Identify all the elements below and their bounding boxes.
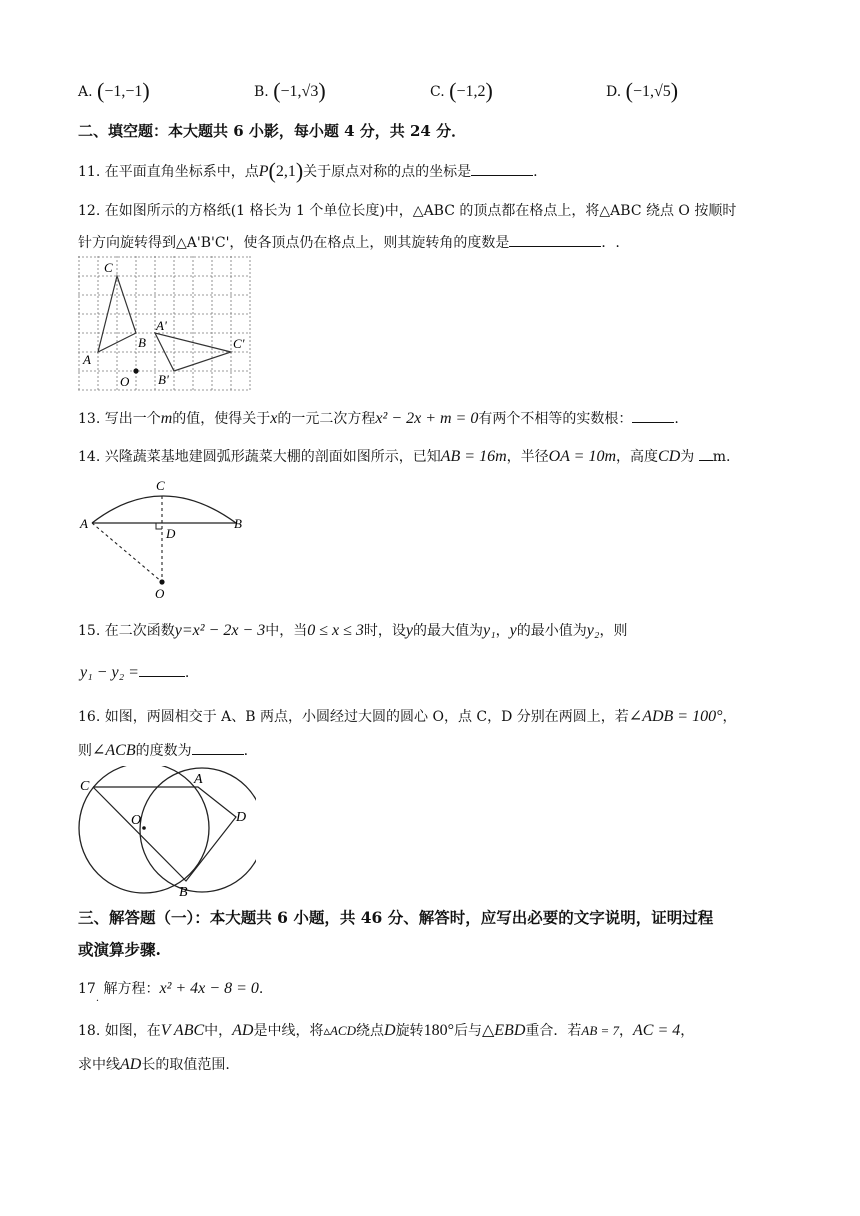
label-a: A (194, 772, 203, 787)
q13-number: 13. (78, 411, 101, 427)
q18-ab: AB = 7 (581, 1023, 620, 1038)
label-c: C (104, 260, 113, 275)
q12-line-2: 针方向旋转得到△A'B'C'，使各顶点仍在格点上，则其旋转角的度数是 (78, 235, 510, 251)
q18-text-a: 如图，在 (104, 1023, 161, 1039)
q11-coords: 2,1 (275, 163, 296, 180)
q14-number: 14. (78, 449, 101, 465)
q15-function: y=x² − 2x − 3 (174, 622, 266, 639)
option-c-value: −1,2 (456, 83, 486, 100)
option-a (78, 78, 150, 104)
q18-line2-ad: AD (120, 1056, 142, 1073)
q11-text-a: 在平面直角坐标系中，点 (104, 164, 259, 180)
q15-y: y (509, 622, 517, 639)
quadrilateral-cadb (93, 787, 236, 881)
label-c: C (156, 478, 165, 493)
q14-text-b: ，半径 (506, 449, 549, 465)
q18-triangle: V ABC (160, 1022, 205, 1039)
q15-text-g: ，则 (599, 623, 628, 639)
question-14 (78, 446, 730, 466)
q13-text-c: 的一元二次方程 (277, 411, 376, 427)
answer-blank (509, 236, 601, 247)
question-11 (78, 158, 538, 184)
q18-text-i: ， (680, 1023, 695, 1039)
label-a: A (80, 516, 88, 531)
q13-end: . (674, 411, 679, 427)
q15-y1: y₁ (483, 622, 496, 639)
label-d: D (236, 810, 247, 825)
paren-open: ( (268, 158, 276, 183)
q13-text-d: 有两个不相等的实数根： (478, 411, 633, 427)
label-a-prime: A' (156, 318, 167, 333)
option-a-value: −1,−1 (104, 83, 143, 100)
label-b: B (138, 335, 146, 350)
q16-circles-figure (76, 766, 256, 898)
q18-ac: AC = 4 (633, 1022, 681, 1039)
option-b-value: −1,√3 (280, 83, 319, 100)
right-angle-mark (156, 523, 162, 529)
q18-text-f: 后与 (453, 1023, 482, 1039)
label-d: D (166, 526, 176, 541)
q15-expression: y₁ − y₂ = (80, 664, 139, 681)
label-o: O (120, 374, 130, 389)
q15-range: 0 ≤ x ≤ 3 (307, 622, 364, 639)
q18-d: D (384, 1022, 396, 1039)
q14-cd: CD (658, 448, 681, 465)
q11-end: . (533, 164, 538, 180)
q11-point: P (258, 163, 269, 180)
paren-open: ( (449, 78, 457, 103)
option-c (430, 78, 493, 104)
label-b: B (234, 516, 242, 531)
q16-angle-acb: ∠ACB (92, 742, 136, 759)
label-c-prime: C' (233, 336, 245, 351)
question-13 (78, 408, 679, 428)
option-d (606, 78, 678, 104)
q16-number: 16. (78, 709, 101, 725)
segment-ao (92, 523, 162, 582)
paren-open: ( (273, 78, 281, 103)
q15-text-b: 中，当 (265, 623, 308, 639)
question-16 (78, 706, 736, 726)
paren-close: ) (295, 158, 304, 183)
option-c-letter: C. (430, 84, 445, 100)
paren-open: ( (625, 78, 633, 103)
paren-close: ) (142, 78, 150, 103)
option-b (254, 78, 326, 104)
question-18 (78, 1020, 694, 1040)
answer-blank (139, 666, 185, 677)
q13-var-m: m (160, 410, 173, 427)
label-b-prime: B' (158, 372, 169, 387)
q18-ebd: △EBD (481, 1022, 526, 1039)
q11-number: 11. (78, 164, 101, 180)
q15-number: 15. (78, 623, 101, 639)
option-b-letter: B. (254, 84, 269, 100)
question-18-line-2 (78, 1054, 230, 1074)
q15-text-a: 在二次函数 (104, 623, 175, 639)
paren-close: ) (670, 78, 679, 103)
q15-text-d: 的最大值为 (413, 623, 483, 639)
section-3-heading-line-2: 或演算步骤. (78, 940, 161, 959)
q13-equation: x² − 2x + m = 0 (375, 410, 479, 427)
q16-text-b: ， (722, 709, 737, 725)
label-o: O (155, 586, 165, 601)
section-3-heading-line-1: 三、解答题（一）：本大题共 6 小题，共 46 分、解答时，应写出必要的文字说明，证明过程 (78, 908, 714, 927)
q14-ab: AB = 16m (440, 448, 507, 465)
q12-grid-figure (78, 256, 252, 392)
answer-blank (632, 412, 674, 423)
q14-text-c: ，高度 (616, 449, 659, 465)
q15-text-f: 的最小值为 (516, 623, 587, 639)
q15-text-e: ， (495, 623, 510, 639)
point-o (142, 826, 146, 830)
paren-close: ) (485, 78, 493, 103)
q18-line2-b: 长的取值范围. (141, 1057, 230, 1073)
q16-text-c: 则 (78, 743, 92, 759)
q18-text-g: 重合．若 (525, 1023, 582, 1039)
q14-text-d: 为 (680, 449, 695, 465)
option-d-value: −1,√5 (632, 83, 671, 100)
point-o (159, 579, 164, 584)
q13-text-b: 的值，使得关于 (172, 411, 271, 427)
option-a-letter: A. (78, 84, 93, 100)
answer-blank (192, 744, 244, 755)
q13-var-x: x (270, 410, 278, 427)
paren-close: ) (318, 78, 326, 103)
label-a: A (83, 352, 91, 367)
q12-end: ．. (601, 235, 620, 251)
question-12-line-2 (78, 232, 620, 252)
q14-arc-figure (78, 472, 258, 604)
q12-number: 12. (78, 203, 101, 219)
q14-oa: OA = 10m (548, 448, 617, 465)
label-c: C (80, 779, 90, 794)
q11-text-b: 关于原点对称的点的坐标是 (303, 164, 472, 180)
q17-text: 解方程： (103, 981, 160, 997)
q16-end: . (243, 743, 249, 759)
q15-text-c: 时，设 (363, 623, 406, 639)
label-b: B (179, 885, 188, 898)
q18-number: 18. (78, 1023, 101, 1039)
answer-blank (699, 450, 713, 461)
section-2-heading: 二、填空题：本大题共 6 小影，每小题 4 分，共 24 分． (78, 122, 467, 140)
point-o (133, 368, 138, 373)
q18-text-c: 是中线，将 (253, 1023, 324, 1039)
q18-degree: 180° (423, 1022, 454, 1039)
q16-angle-adb: ∠ADB = 100° (628, 708, 723, 725)
q18-ad: AD (232, 1022, 254, 1039)
q18-line2-a: 求中线 (78, 1057, 120, 1073)
question-17 (78, 978, 264, 1004)
q13-text-a: 写出一个 (104, 411, 161, 427)
question-15-line-2 (80, 664, 189, 682)
q14-text-a: 兴隆蔬菜基地建圆弧形蔬菜大棚的剖面如图所示，已知 (104, 449, 441, 465)
arc-acb (92, 496, 236, 523)
label-o: O (131, 813, 142, 828)
q18-acd: ▵ACD (323, 1023, 356, 1038)
q15-end: . (184, 665, 190, 681)
q17-dot: . (95, 993, 100, 1004)
answer-blank (471, 165, 533, 176)
paren-open: ( (97, 78, 105, 103)
q18-text-d: 绕点 (356, 1023, 384, 1039)
q18-text-h: ， (619, 1023, 634, 1039)
question-12-line-1 (78, 200, 736, 220)
q16-text-d: 的度数为 (135, 743, 192, 759)
q15-y: y (405, 622, 413, 639)
q18-text-e: 旋转 (395, 1023, 424, 1039)
q14-end: m. (712, 449, 731, 465)
q17-equation: x² + 4x − 8 = 0 (159, 980, 259, 997)
q12-line-1: 在如图所示的方格纸(1 格长为 1 个单位长度)中，△ABC 的顶点都在格点上，将△ABC 绕点 O 按顺时 (104, 203, 737, 219)
q17-end: . (258, 981, 264, 997)
q16-text-a: 如图，两圆相交于 A、B 两点，小圆经过大圆的圆心 O，点 C，D 分别在两圆上，若 (104, 709, 629, 725)
question-16-line-2 (78, 740, 248, 760)
q17-number: 17 (78, 981, 96, 997)
option-d-letter: D. (606, 84, 622, 100)
q15-y2: y₂ (586, 622, 600, 639)
q18-text-b: 中， (204, 1023, 233, 1039)
question-15 (78, 620, 627, 640)
